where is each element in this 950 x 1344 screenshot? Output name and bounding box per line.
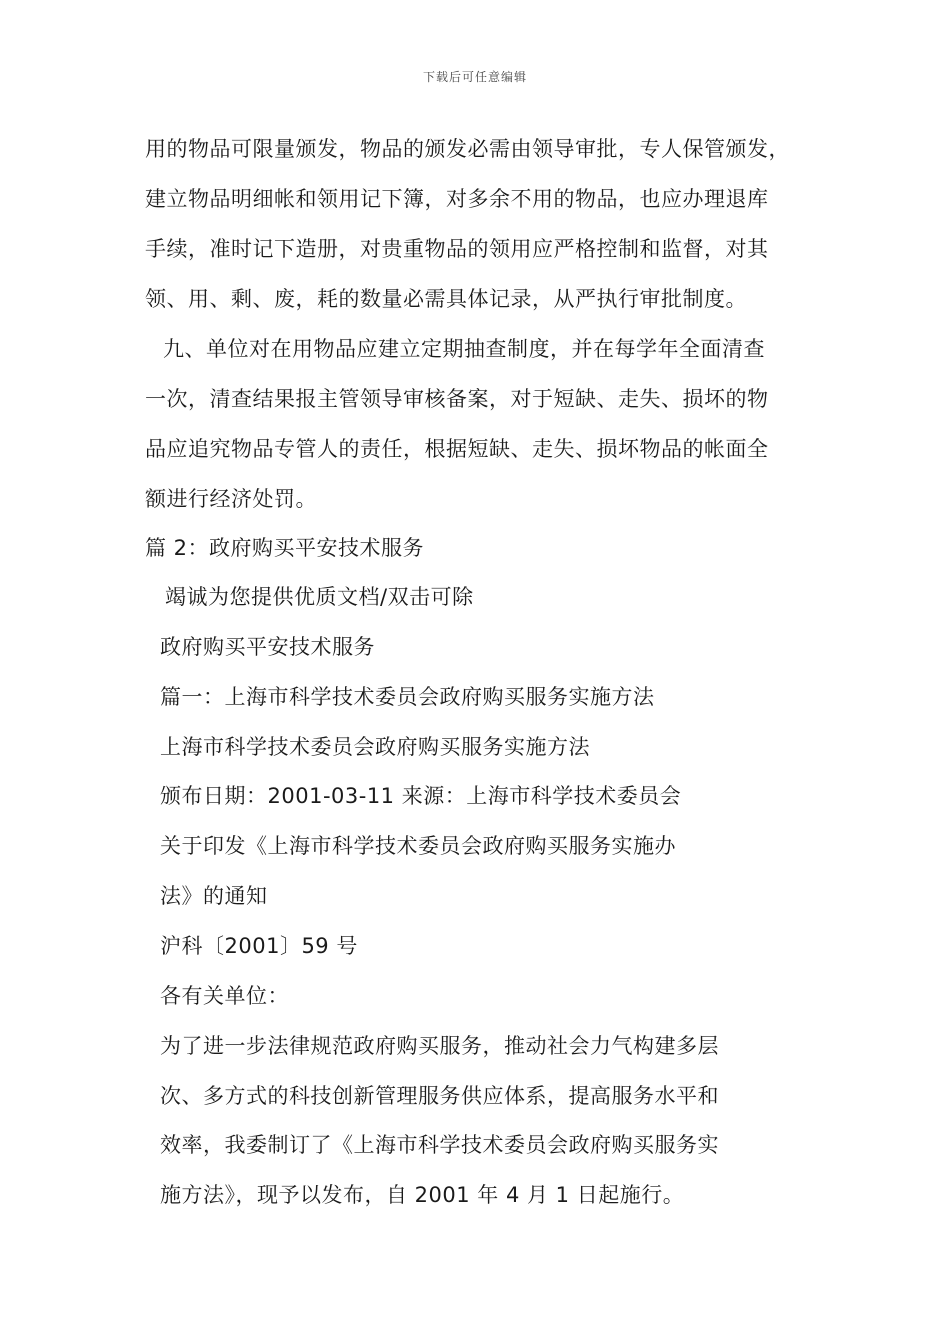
body-line: 一次，清查结果报主管领导审核备案，对于短缺、走失、损坏的物 <box>145 387 769 411</box>
body-line: 领、用、剩、废，耗的数量必需具体记录，从严执行审批制度。 <box>145 287 747 311</box>
body-line: 竭诚为您提供优质文档/双击可除 <box>165 585 474 609</box>
body-line: 施方法》，现予以发布，自 2001 年 4 月 1 日起施行。 <box>160 1183 685 1207</box>
body-line: 品应追究物品专管人的责任，根据短缺、走失、损坏物品的帐面全 <box>145 437 769 461</box>
header-note: 下载后可任意编辑 <box>422 70 527 84</box>
body-line: 额进行经济处罚。 <box>145 487 317 511</box>
body-line: 九、单位对在用物品应建立定期抽查制度，并在每学年全面清查 <box>163 337 765 361</box>
body-line: 手续，准时记下造册，对贵重物品的领用应严格控制和监督，对其 <box>145 237 769 261</box>
section-heading: 篇 2：政府购买平安技术服务 <box>145 536 425 560</box>
body-line: 各有关单位： <box>160 984 289 1008</box>
body-line: 关于印发《上海市科学技术委员会政府购买服务实施办 <box>160 834 676 858</box>
body-line: 法》的通知 <box>160 884 268 908</box>
body-line: 沪科〔2001〕59 号 <box>160 934 358 958</box>
body-line: 篇一：上海市科学技术委员会政府购买服务实施方法 <box>160 685 655 709</box>
body-line: 用的物品可限量颁发，物品的颁发必需由领导审批，专人保管颁发， <box>145 137 790 161</box>
body-line: 建立物品明细帐和领用记下簿，对多余不用的物品，也应办理退库 <box>145 187 769 211</box>
body-line: 政府购买平安技术服务 <box>160 635 375 659</box>
body-line: 上海市科学技术委员会政府购买服务实施方法 <box>160 735 590 759</box>
body-line: 颁布日期：2001-03-11 来源：上海市科学技术委员会 <box>160 784 682 808</box>
body-line: 为了进一步法律规范政府购买服务，推动社会力气构建多层 <box>160 1034 719 1058</box>
body-line: 次、多方式的科技创新管理服务供应体系，提高服务水平和 <box>160 1084 719 1108</box>
body-line: 效率，我委制订了《上海市科学技术委员会政府购买服务实 <box>160 1133 719 1157</box>
